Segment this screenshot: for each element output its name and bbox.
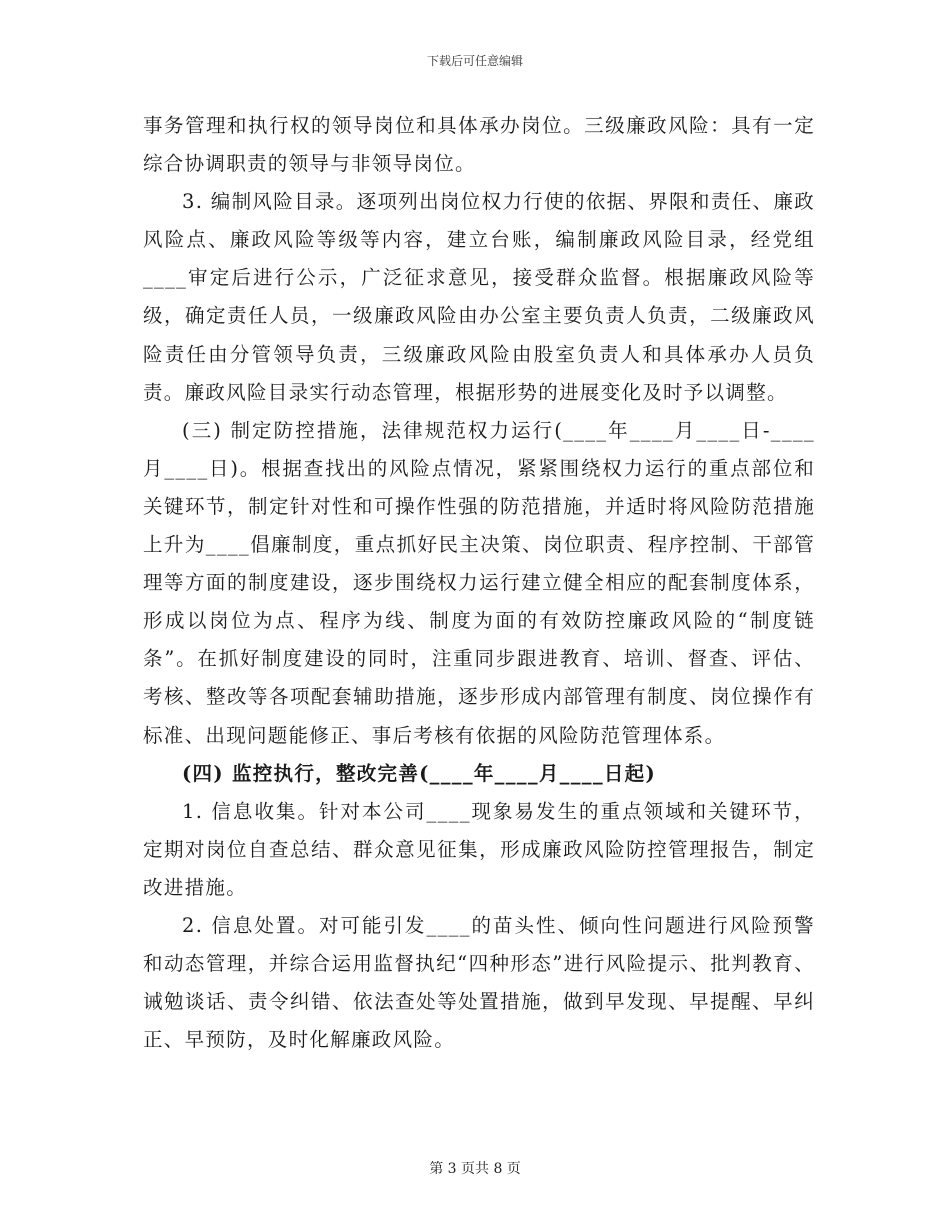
page-footer: 第 3 页共 8 页 bbox=[429, 1161, 521, 1177]
section-heading-monitoring: (四) 监控执行，整改完善(____年____月____日起) bbox=[182, 761, 656, 785]
paragraph-compile-risk-catalog: 3. 编制风险目录。逐项列出岗位权力行使的依据、界限和责任、廉政风险点、廉政风险等级等内容，建立台账，编制廉政风险目录，经党组____审定后进行公示，广泛征求意见，接受群众监督。根据廉政风险等级，确定责任人员，一级廉政风险由办公室主要负责人负责，二级廉政风险责任由分管领导负责，三级廉政风险由股室负责人和具体承办人员负责。廉政风险目录实行动态管理，根据形势的进展变化及时予以调整。 bbox=[143, 190, 815, 404]
paragraph-continuation: 事务管理和执行权的领导岗位和具体承办岗位。三级廉政风险：具有一定综合协调职责的领导与非领导岗位。 bbox=[143, 114, 815, 176]
page-header: 下载后可任意编辑 bbox=[426, 54, 523, 68]
paragraph-information-collection: 1. 信息收集。针对本公司____现象易发生的重点领域和关键环节，定期对岗位自查总结、群众意见征集，形成廉政风险防控管理报告，制定改进措施。 bbox=[143, 799, 815, 899]
paragraph-information-handling: 2. 信息处置。对可能引发____的苗头性、倾向性问题进行风险预警和动态管理，并综合运用监督执纪“四种形态”进行风险提示、批判教育、诫勉谈话、责令纠错、依法查处等处置措施，做到早发现、早提醒、早纠正、早预防，及时化解廉政风险。 bbox=[143, 913, 815, 1052]
document-body bbox=[143, 107, 815, 1059]
paragraph-control-measures: (三) 制定防控措施，法律规范权力运行(____年____月____日-____月____日)。根据查找出的风险点情况，紧紧围绕权力运行的重点部位和关键环节，制定针对性和可操作性强的防范措施，并适时将风险防范措施上升为____倡廉制度，重点抓好民主决策、岗位职责、程序控制、干部管理等方面的制度建设，逐步围绕权力运行建立健全相应的配套制度体系，形成以岗位为点、程序为线、制度为面的有效防控廉政风险的“制度链条”。在抓好制度建设的同时，注重同步跟进教育、培训、督查、评估、考核、整改等各项配套辅助措施，逐步形成内部管理有制度、岗位操作有标准、出现问题能修正、事后考核有依据的风险防范管理体系。 bbox=[143, 418, 815, 747]
